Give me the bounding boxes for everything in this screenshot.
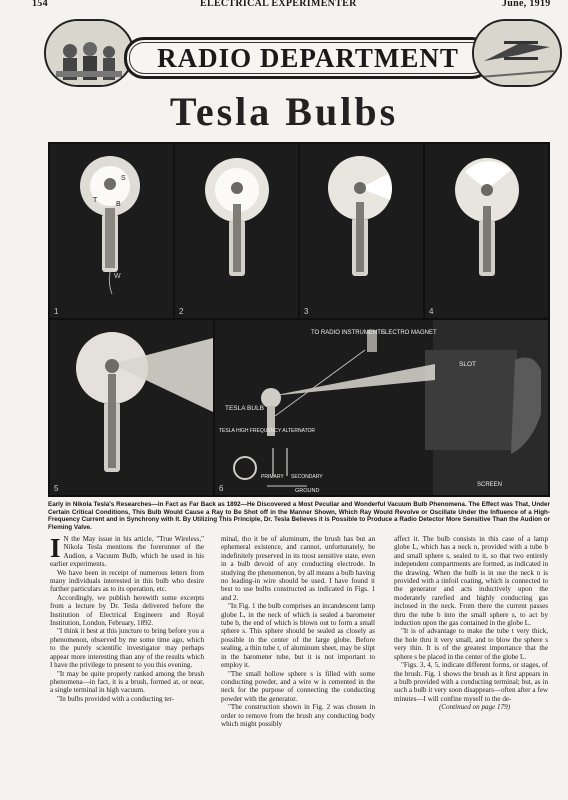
figure-panel-4 xyxy=(425,144,548,318)
label-L: L xyxy=(142,179,146,186)
panel-number-4: 4 xyxy=(429,307,434,316)
column-1 xyxy=(50,535,204,703)
label-T: T xyxy=(93,197,98,204)
banner-title-box xyxy=(124,37,492,79)
paragraph: "Figs. 3, 4, 5, indicate different forms, or stages, of the brush. Fig. 1 shows the brush as it first appears in a bulb provided with a conducting terminal; but, as in such a bulb it very soon disappears—often after a few minutes—I will confine myself to the de- xyxy=(394,661,548,703)
label-tesla-bulb: TESLA BULB xyxy=(225,405,265,412)
panel-number-5: 5 xyxy=(54,484,59,493)
radio-detector-diagram xyxy=(215,320,548,495)
issue-date: June, 1919 xyxy=(502,0,551,9)
paragraph: We have been in receipt of numerous letters from many individuals interested in this bulb who desire further particulars as to its operation, etc. xyxy=(50,568,204,594)
paragraph: minal, tho it be of aluminum, the brush has but an ephemeral existence, and cannot, unfortunately, be indefinitely preserved in its most sensitive state, even in a bulb devoid of any conducting electrode. In studying the phenomenon, by all means a bulb having no leading-in wire should be used. I have found it best to use bulbs constructed as indicated in Figs. 1 and 2. xyxy=(221,535,375,602)
paragraph: affect it. The bulb consists in this case of a lamp globe L, which has a neck n, provided with a tube b and small sphere s, sealed to it, so that two entirely independent compartments are formed, as indicated in the drawing. When the bulb is in use the neck n is provided with a tinfoil coating, which is connected to the generator and acts inductively upon the moderately rarefied and highly conducting gas inclosed in the neck. From there the current passes thru the tube b into the small sphere s, to act by induction upon the gas contained in the globe L. xyxy=(394,535,548,628)
label-S: S xyxy=(121,175,126,182)
paragraph: "The small hollow sphere s is filled with some conducting powder, and a wire w is cemented in the neck for the purpose of connecting the conducting powder with the generator. xyxy=(221,669,375,703)
bulb-photo xyxy=(425,144,548,318)
bulb-photo xyxy=(300,144,423,318)
panel-number-3: 3 xyxy=(304,307,309,316)
panel-number-1: 1 xyxy=(54,307,59,316)
figure-panel-5 xyxy=(50,320,213,495)
article-body xyxy=(50,535,550,785)
drop-cap: I xyxy=(50,533,61,563)
label-L: L xyxy=(271,183,275,190)
figure-panel-1 xyxy=(50,144,173,318)
label-B: B xyxy=(116,201,121,208)
bulb-photo xyxy=(50,144,173,318)
label-alternator: TESLA HIGH FREQUENCY ALTERNATOR xyxy=(219,428,316,434)
page-number: 154 xyxy=(32,0,48,9)
paragraph: N the May issue in his article, "True Wireless," Nikola Tesla mentions the forerunner of the Audion, a Vacuum Bulb, which he used in his earlier experiments. xyxy=(50,535,204,569)
label-to-radio: TO RADIO INSTRUMENTS xyxy=(311,330,385,336)
column-3 xyxy=(394,535,548,712)
label-screen: SCREEN xyxy=(477,482,503,488)
figure-caption: Early in Nikola Tesla's Researches—in Fact as Far Back as 1892—He Discovered a Most Peculiar and Wonderful Vacuum Bulb Phenomena. The Effect was That, Under Certain Critical Conditions, This Bulb Would Cause a Ray to Be Shot off in the Manner Shown, Which Ray Would Revolve or Oscillate Under the Influence of a High-Frequency Current and in Synchrony with It. By Utilizing This Principle, Dr. Tesla Believes it is Possible to Produce a Radio Detector More Sensitive Than the Audion or Fleming Valve. xyxy=(48,501,550,531)
label-ground: GROUND xyxy=(295,488,320,494)
paragraph: "In Fig. 1 the bulb comprises an incandescent lamp globe L, in the neck of which is sealed a barometer tube b, the end of which is blown out to form a small sphere s. This sphere should be sealed as closely as possible in the center of the large globe. Before sealing, a thin tube t, of aluminum sheet, may be slipt in the barometer tube, but it is not important to employ it. xyxy=(221,602,375,670)
panel-number-2: 2 xyxy=(179,307,184,316)
label-electro-magnet: ELECTRO MAGNET xyxy=(381,330,437,336)
banner-illustration-left xyxy=(44,19,134,87)
paragraph: "I think it best at this juncture to bring before you a phenomenon, observed by me some time ago, which to the purely scientific investigator may perhaps appear more interesting than any of the results which I have the privilege to present to you this evening. xyxy=(50,627,204,670)
label-W: W xyxy=(114,273,121,280)
banner-illustration-right xyxy=(472,19,562,87)
paragraph: "In bulbs provided with a conducting ter- xyxy=(57,694,175,703)
journal-title: ELECTRICAL EXPERIMENTER xyxy=(200,0,357,9)
figure-panel-2 xyxy=(175,144,298,318)
panel-number-6: 6 xyxy=(219,484,224,493)
figure-panel-6 xyxy=(215,320,548,495)
column-2 xyxy=(221,535,375,728)
label-secondary: SECONDARY xyxy=(291,474,323,480)
continued-notice: (Continued on page 179) xyxy=(438,703,511,712)
figure-panel-3 xyxy=(300,144,423,318)
paragraph: "It may be quite properly ranked among the brush phenomena—in fact, it is a brush, formed at, or near, a single terminal in high vacuum. xyxy=(50,669,204,695)
article-title: Tesla Bulbs xyxy=(169,89,399,134)
figure-photographs xyxy=(48,142,550,497)
paragraph: "The construction shown in Fig. 2 was chosen in order to remove from the brush any conducting body which might possibly xyxy=(221,703,375,728)
label-primary: PRIMARY xyxy=(261,474,284,480)
label-slot: SLOT xyxy=(459,361,476,368)
running-header xyxy=(0,0,568,10)
bulb-ray-photo xyxy=(50,320,213,495)
bulb-photo xyxy=(175,144,298,318)
banner-title: RADIO DEPARTMENT xyxy=(157,43,459,73)
department-banner xyxy=(44,17,552,85)
paragraph: "It is of advantage to make the tube t very thick, the hole thru it very small, and to blow the sphere s very thin. It is of the greatest importance that the sphere s be placed in the center of the globe L. xyxy=(394,627,548,661)
paragraph: Accordingly, we publish herewith some excerpts from a lecture by Dr. Tesla delivered before the Institution of Electrical Engineers and Royal Institution, London, February, 1892. xyxy=(50,593,204,628)
